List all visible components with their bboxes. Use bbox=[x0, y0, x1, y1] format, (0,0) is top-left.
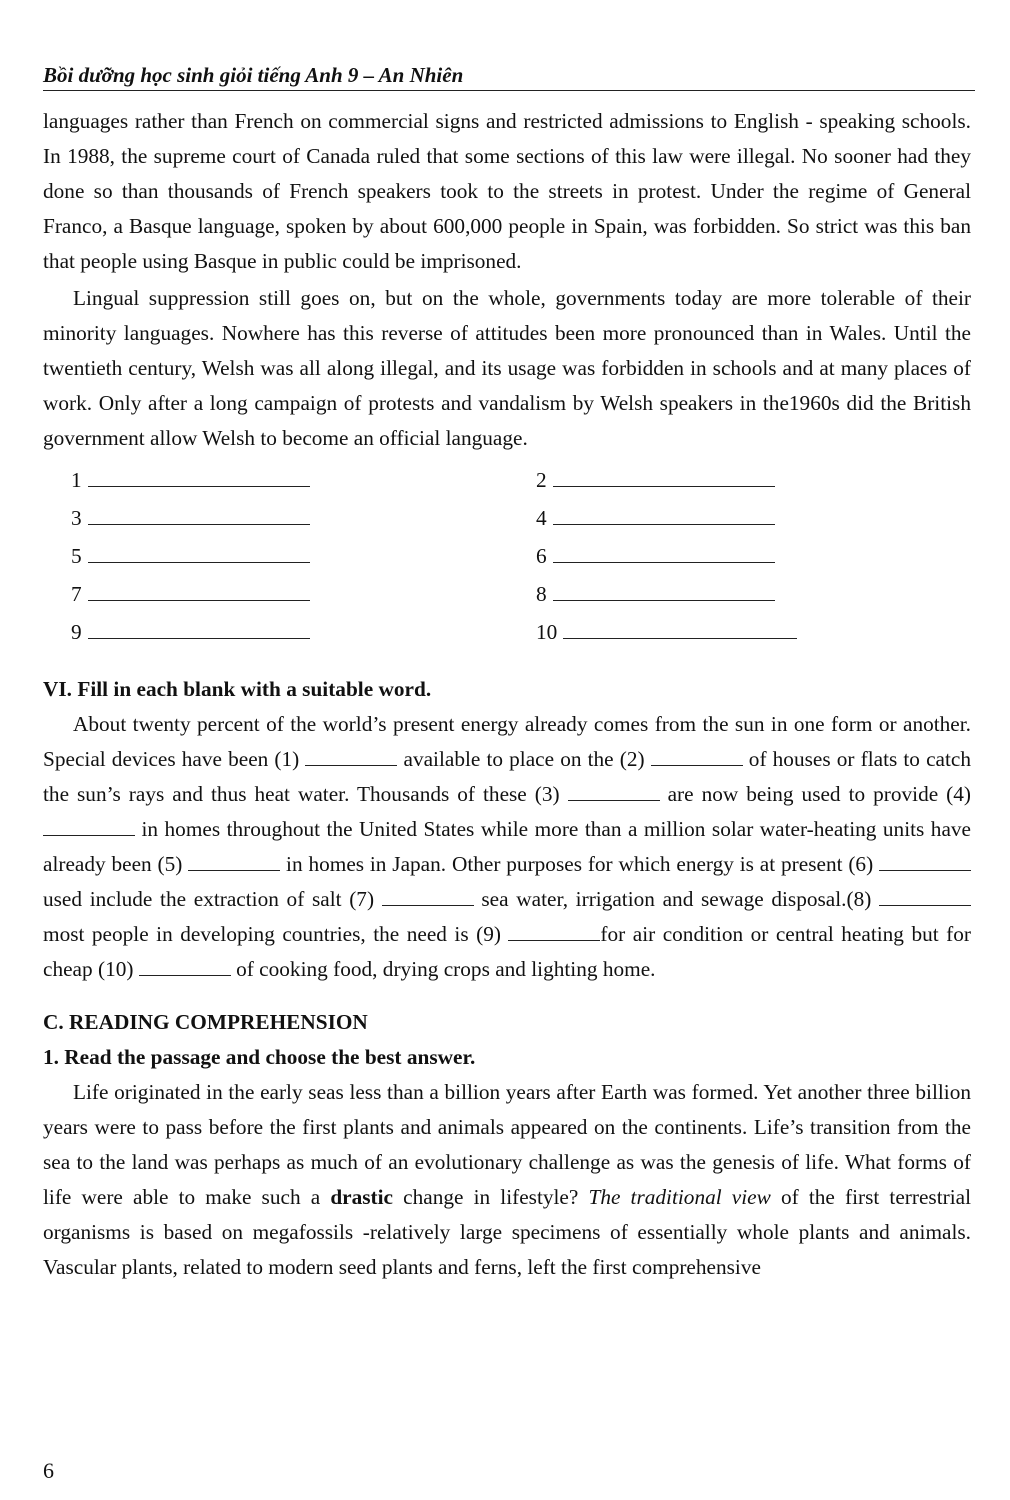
cloze-paragraph bbox=[43, 707, 971, 987]
cloze-blank-9[interactable] bbox=[508, 920, 600, 941]
answer-line bbox=[88, 502, 310, 525]
section-c-subtitle: 1. Read the passage and choose the best answer. bbox=[43, 1045, 476, 1069]
cloze-text: in homes in Japan. Other purposes for which energy is at present (6) bbox=[280, 852, 880, 876]
cloze-text: sea water, irrigation and sewage disposal.(8) bbox=[473, 887, 879, 911]
answer-blank-9[interactable] bbox=[71, 614, 536, 650]
answer-line bbox=[553, 464, 775, 487]
cloze-blank-7[interactable] bbox=[382, 885, 474, 906]
cloze-text: for air condition or central heating but for cheap (10) bbox=[43, 922, 971, 981]
answer-blank-10[interactable] bbox=[536, 614, 836, 650]
answer-blank-4[interactable] bbox=[536, 500, 836, 536]
answer-number: 1 bbox=[71, 468, 82, 492]
cloze-blank-4[interactable] bbox=[43, 815, 135, 836]
cloze-text: available to place on the (2) bbox=[397, 747, 651, 771]
running-header: Bồi dưỡng học sinh giỏi tiếng Anh 9 – An Nhiên bbox=[43, 62, 975, 91]
cloze-text: are now being used to provide (4) bbox=[659, 782, 972, 806]
answer-number: 6 bbox=[536, 544, 547, 568]
cloze-text: of houses or flats to catch the sun’s rays and thus heat water. Thousands of these (3) bbox=[43, 747, 971, 806]
cloze-text: About twenty percent of the world’s present energy already comes from the sun in one form or another. Special devices have been (1) bbox=[43, 712, 971, 771]
cloze-blank-3[interactable] bbox=[568, 780, 660, 801]
answer-number: 9 bbox=[71, 620, 82, 644]
reading-text: change in lifestyle? bbox=[393, 1185, 589, 1209]
answer-line bbox=[88, 464, 310, 487]
document-page bbox=[43, 0, 975, 1500]
page-body bbox=[43, 104, 971, 1285]
answer-blank-1[interactable] bbox=[71, 462, 536, 498]
cloze-blank-5[interactable] bbox=[188, 850, 280, 871]
section-c-title: C. READING COMPREHENSION bbox=[43, 1010, 368, 1034]
answer-blank-8[interactable] bbox=[536, 576, 836, 612]
highlighted-word: drastic bbox=[330, 1185, 394, 1209]
answer-line bbox=[553, 578, 775, 601]
answer-line bbox=[553, 502, 775, 525]
cloze-blank-10[interactable] bbox=[139, 955, 231, 976]
passage-paragraph-1: languages rather than French on commercial signs and restricted admissions to English - speaking schools. In 1988, the supreme court of Canada ruled that some sections of this law were illegal. No sooner had they done so than thousands of French speakers took to the streets in protest. Under the regime of General Franco, a Basque language, spoken by about 600,000 people in Spain, was forbidden. So strict was this ban that people using Basque in public could be imprisoned. bbox=[43, 109, 971, 273]
answer-line bbox=[88, 616, 310, 639]
cloze-text: used include the extraction of salt (7) bbox=[43, 887, 382, 911]
answer-number: 10 bbox=[536, 620, 558, 644]
passage-paragraph-2: Lingual suppression still goes on, but on the whole, governments today are more tolerable of their minority languages. Nowhere has this reverse of attitudes been more pronounced than in Wales. Until the twentieth century, Welsh was all along illegal, and its usage was forbidden in schools and at many places of work. Only after a long campaign of protests and vandalism by Welsh speakers in the1960s did the British government allow Welsh to become an official language. bbox=[43, 286, 971, 450]
section-vi-title: VI. Fill in each blank with a suitable word. bbox=[43, 677, 432, 701]
page-number: 6 bbox=[43, 1458, 54, 1483]
answer-line bbox=[88, 578, 310, 601]
answer-number: 4 bbox=[536, 506, 547, 530]
reading-passage bbox=[43, 1075, 971, 1285]
cloze-text: most people in developing countries, the need is (9) bbox=[43, 922, 509, 946]
answer-line bbox=[563, 616, 797, 639]
answer-line bbox=[553, 540, 775, 563]
reading-text: of the first terrestrial organisms is based on megafossils -relatively large specimens of essentially whole plants and animals. Vascular plants, related to modern seed plants and ferns, left the first comprehensive bbox=[43, 1185, 971, 1279]
answer-blank-7[interactable] bbox=[71, 576, 536, 612]
answer-number: 8 bbox=[536, 582, 547, 606]
highlighted-phrase: The traditional view bbox=[588, 1185, 771, 1209]
cloze-blank-6[interactable] bbox=[879, 850, 971, 871]
cloze-text: of cooking food, drying crops and lighting home. bbox=[230, 957, 656, 981]
answer-number: 5 bbox=[71, 544, 82, 568]
answer-line bbox=[88, 540, 310, 563]
answer-number: 2 bbox=[536, 468, 547, 492]
reading-text: Life originated in the early seas less than a billion years after Earth was formed. Yet another three billion years were to pass before the first plants and animals appeared on the continents. Life’s transition from the sea to the land was perhaps as much of an evolutionary challenge as was the genesis of life. What forms of life were able to make such a bbox=[43, 1080, 971, 1209]
answer-blank-2[interactable] bbox=[536, 462, 836, 498]
answer-number: 3 bbox=[71, 506, 82, 530]
cloze-blank-2[interactable] bbox=[651, 745, 743, 766]
answer-blank-6[interactable] bbox=[536, 538, 836, 574]
cloze-blank-8[interactable] bbox=[879, 885, 971, 906]
answer-blank-3[interactable] bbox=[71, 500, 536, 536]
answer-blank-5[interactable] bbox=[71, 538, 536, 574]
cloze-text: in homes throughout the United States while more than a million solar water-heating units have already been (5) bbox=[43, 817, 971, 876]
answer-blanks bbox=[71, 462, 831, 650]
answer-number: 7 bbox=[71, 582, 82, 606]
cloze-blank-1[interactable] bbox=[305, 745, 397, 766]
